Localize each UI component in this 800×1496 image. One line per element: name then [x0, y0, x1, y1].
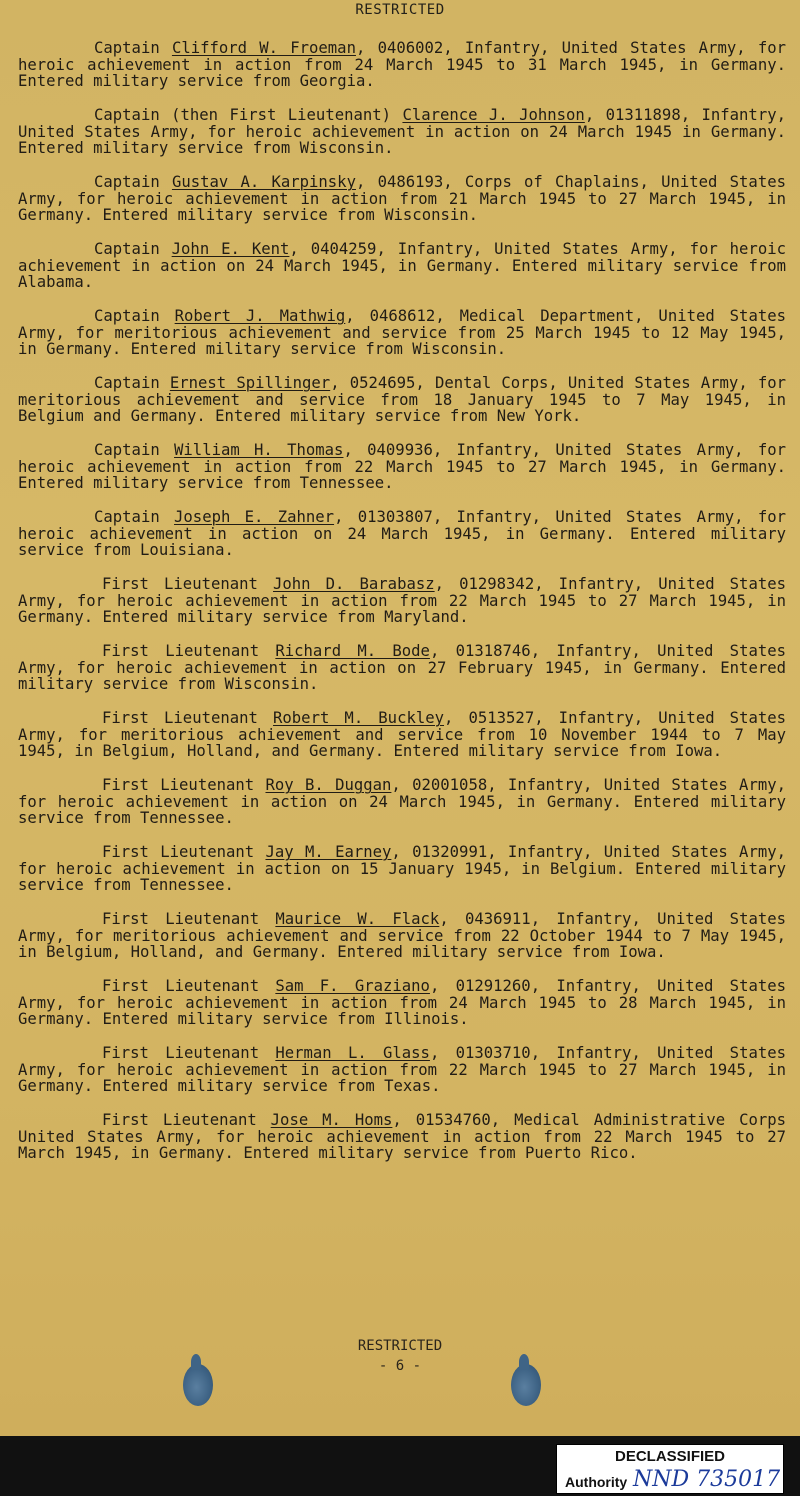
- citation-text: , 01318746, Infantry, United States Army, for heroic achievement in action on 27 February 1945, in Germany. Entered military service from Wisconsin.: [18, 642, 787, 693]
- recipient-name: William H. Thomas: [174, 441, 344, 459]
- stamp-authority-value: NND 735017: [633, 1467, 781, 1492]
- recipient-name: Ernest Spillinger: [169, 374, 331, 392]
- citation-entry: [18, 107, 786, 157]
- citation-text: , 01311898, Infantry, United States Army, for heroic achievement in action on 24 March 1945 in Germany. Entered military service from Wisconsin.: [18, 106, 786, 157]
- rank-prefix: Captain: [94, 441, 160, 459]
- recipient-name: Herman L. Glass: [275, 1044, 430, 1062]
- citation-text: , 0436911, Infantry, United States Army, for meritorious achievement and service from 22 October 1944 to 7 May 1945, in Belgium, Holland, and Germany. Entered military service from Iowa.: [18, 910, 787, 961]
- recipient-name: Clarence J. Johnson: [402, 106, 585, 124]
- recipient-name: Jose M. Homs: [270, 1111, 393, 1129]
- rank-prefix: First Lieutenant: [102, 1044, 260, 1062]
- citation-text: , 01303710, Infantry, United States Army, for heroic achievement in action from 22 March 1945 to 27 March 1945, in Germany. Entered military service from Texas.: [18, 1044, 787, 1095]
- rank-prefix: First Lieutenant: [102, 910, 260, 928]
- citation-entry: [18, 643, 786, 693]
- citation-entry: [18, 40, 786, 90]
- citation-text: , 0404259, Infantry, United States Army, for heroic achievement in action on 24 March 1945, in Germany. Entered military service from Alabama.: [18, 240, 786, 291]
- citation-text: , 0406002, Infantry, United States Army, for heroic achievement in action from 24 March 1945 to 31 March 1945, in Germany. Entered military service from Georgia.: [18, 39, 786, 90]
- recipient-name: Robert J. Mathwig: [174, 307, 346, 325]
- citation-entry: [18, 308, 786, 358]
- citation-entry: [18, 241, 786, 291]
- rank-prefix: Captain: [94, 374, 160, 392]
- citation-entry: [18, 375, 786, 425]
- citation-text: , 0486193, Corps of Chaplains, United States Army, for heroic achievement in action from 21 March 1945 to 27 March 1945, in Germany. Entered military service from Wisconsin.: [18, 173, 786, 224]
- rank-prefix: Captain: [94, 307, 160, 325]
- recipient-name: Clifford W. Froeman: [171, 39, 356, 57]
- recipient-name: Richard M. Bode: [275, 642, 430, 660]
- rank-prefix: Captain (then First Lieutenant): [94, 106, 392, 124]
- rank-prefix: Captain: [94, 240, 160, 258]
- citation-text: , 0468612, Medical Department, United States Army, for meritorious achievement and service from 25 March 1945 to 12 May 1945, in Germany. Entered military service from Wisconsin.: [18, 307, 786, 358]
- citation-entry: [18, 911, 786, 961]
- rank-prefix: Captain: [94, 508, 160, 526]
- citation-entry: [18, 442, 786, 492]
- rank-prefix: Captain: [94, 173, 160, 191]
- citation-entry: [18, 978, 786, 1028]
- citation-entry: [18, 1112, 786, 1162]
- recipient-name: John D. Barabasz: [273, 575, 435, 593]
- citation-entry: [18, 710, 786, 760]
- recipient-name: Sam F. Graziano: [275, 977, 430, 995]
- citation-entry: [18, 1045, 786, 1095]
- citation-entry: [18, 844, 786, 894]
- rank-prefix: First Lieutenant: [102, 776, 255, 794]
- classification-header: RESTRICTED: [355, 2, 445, 18]
- rank-prefix: First Lieutenant: [102, 843, 255, 861]
- citation-list: [18, 40, 786, 1179]
- rank-prefix: First Lieutenant: [102, 709, 258, 727]
- punch-hole-right: [511, 1364, 541, 1406]
- citation-text: , 01298342, Infantry, United States Army, for heroic achievement in action from 22 March 1945 to 27 March 1945, in Germany. Entered military service from Maryland.: [18, 575, 787, 626]
- citation-text: , 0524695, Dental Corps, United States Army, for meritorious achievement and service from 18 January 1945 to 7 May 1945, in Belgium and Germany. Entered military service from New York.: [18, 374, 787, 425]
- rank-prefix: First Lieutenant: [102, 1111, 257, 1129]
- citation-text: , 01291260, Infantry, United States Army, for heroic achievement in action from 24 March 1945 to 28 March 1945, in Germany. Entered military service from Illinois.: [18, 977, 787, 1028]
- citation-text: , 01320991, Infantry, United States Army, for heroic achievement in action on 15 January 1945, in Belgium. Entered military service from Tennessee.: [18, 843, 786, 894]
- recipient-name: Jay M. Earney: [265, 843, 392, 861]
- rank-prefix: First Lieutenant: [102, 575, 258, 593]
- recipient-name: Robert M. Buckley: [273, 709, 445, 727]
- stamp-title: DECLASSIFIED: [614, 1448, 725, 1465]
- citation-text: , 0513527, Infantry, United States Army, for meritorious achievement and service from 10 November 1944 to 7 May 1945, in Belgium, Holland, and Germany. Entered military service from Iowa.: [18, 709, 787, 760]
- stamp-authority-label: Authority: [565, 1474, 628, 1490]
- recipient-name: Gustav A. Karpinsky: [171, 173, 356, 191]
- citation-entry: [18, 509, 786, 559]
- rank-prefix: Captain: [94, 39, 160, 57]
- citation-text: , 01534760, Medical Administrative Corps United States Army, for heroic achievement in action from 22 March 1945 to 27 March 1945, in Germany. Entered military service from Puerto Rico.: [18, 1111, 787, 1162]
- recipient-name: Joseph E. Zahner: [174, 508, 335, 526]
- rank-prefix: First Lieutenant: [102, 642, 260, 660]
- citation-entry: [18, 576, 786, 626]
- citation-text: , 01303807, Infantry, United States Army, for heroic achievement in action on 24 March 1945, in Germany. Entered military service from Louisiana.: [18, 508, 786, 559]
- page-number: - 6 -: [378, 1358, 422, 1374]
- citation-text: , 0409936, Infantry, United States Army, for heroic achievement in action from 22 March 1945 to 27 March 1945, in Germany. Entered military service from Tennessee.: [18, 441, 786, 492]
- recipient-name: Roy B. Duggan: [265, 776, 392, 794]
- citation-text: , 02001058, Infantry, United States Army, for heroic achievement in action on 24 March 1945, in Germany. Entered military service from Tennessee.: [18, 776, 786, 827]
- declassified-stamp: [556, 1444, 784, 1494]
- classification-footer: RESTRICTED: [357, 1338, 443, 1354]
- citation-entry: [18, 174, 786, 224]
- punch-hole-left: [183, 1364, 213, 1406]
- recipient-name: John E. Kent: [171, 240, 290, 258]
- citation-entry: [18, 777, 786, 827]
- rank-prefix: First Lieutenant: [102, 977, 260, 995]
- recipient-name: Maurice W. Flack: [275, 910, 440, 928]
